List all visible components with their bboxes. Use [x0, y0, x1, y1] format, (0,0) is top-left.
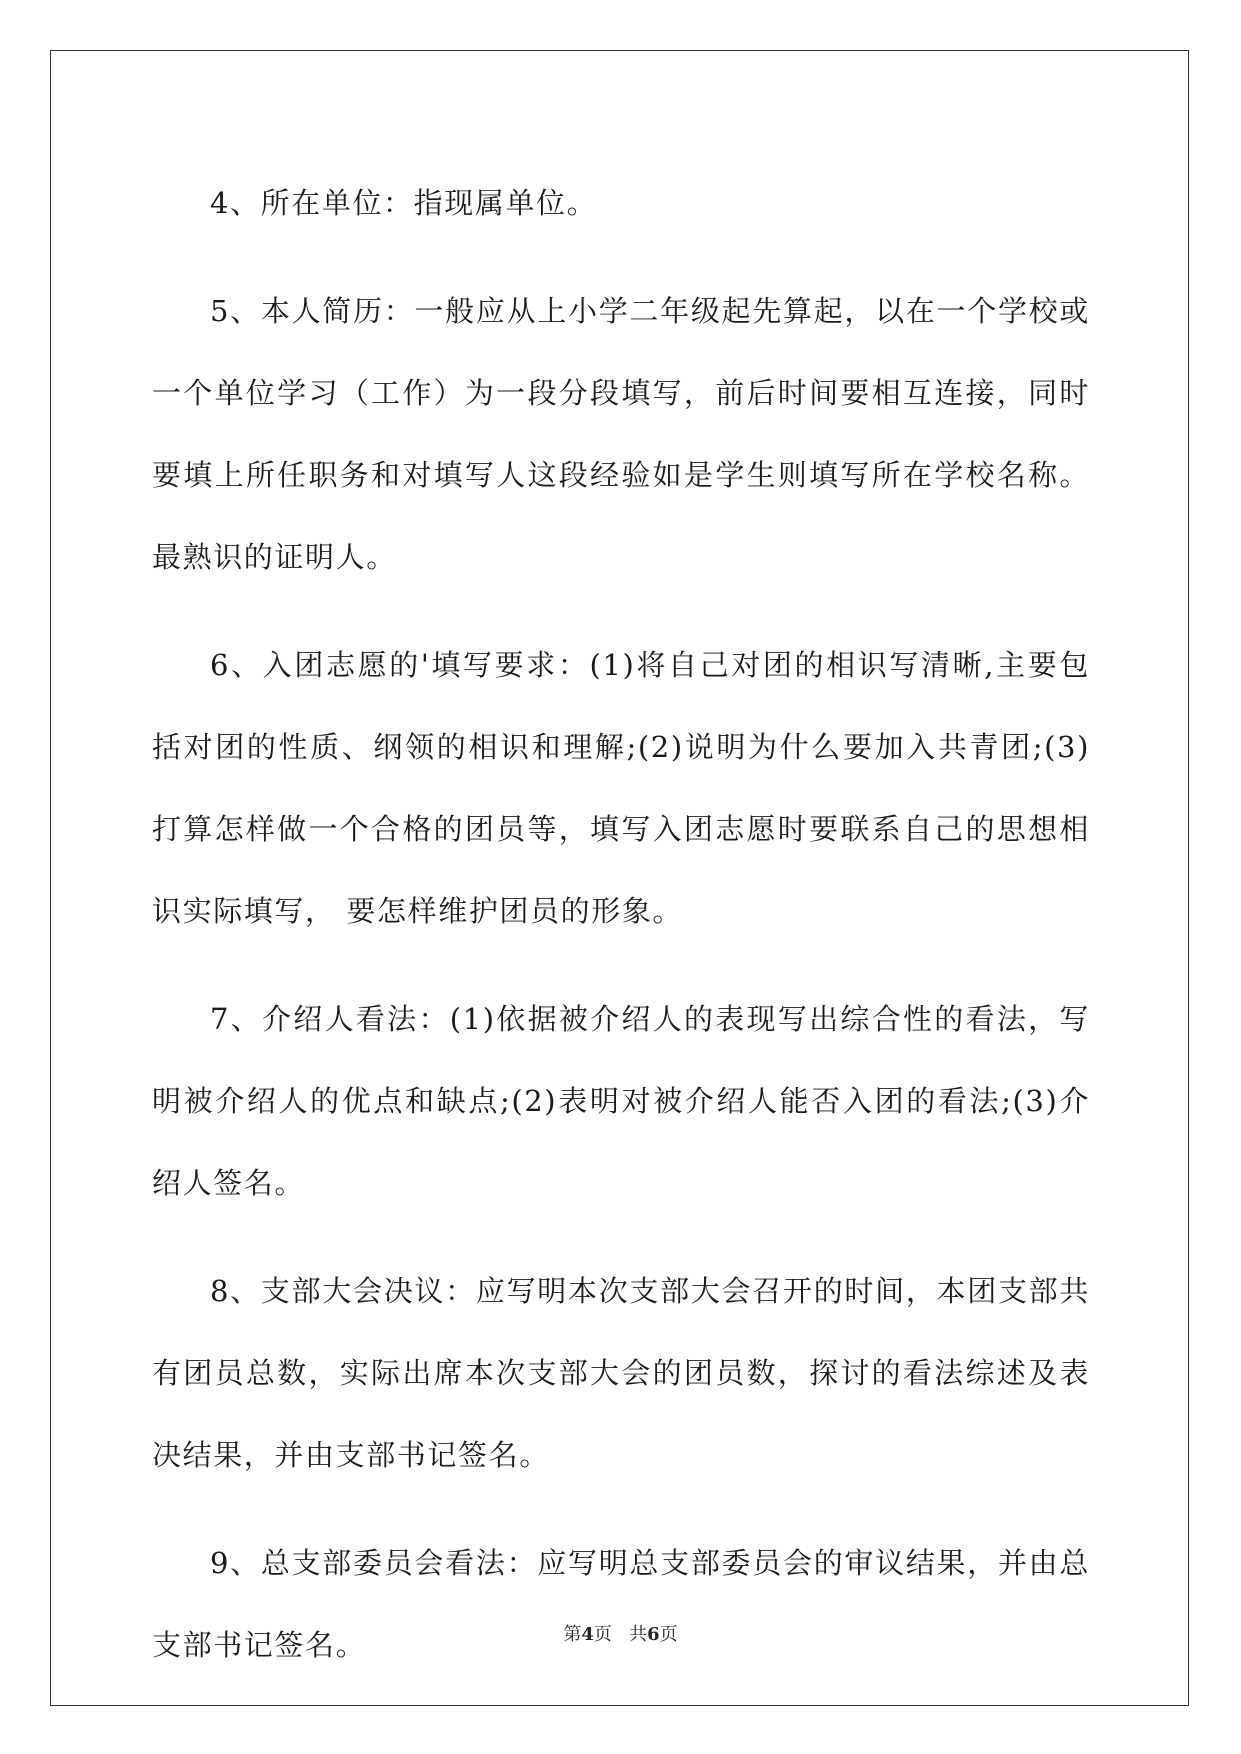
- page-suffix: 页: [593, 1624, 612, 1645]
- page-prefix: 第: [563, 1624, 582, 1645]
- document-body: [152, 162, 1090, 1712]
- paragraph-item-5: 5、本人简历：一般应从上小学二年级起先算起，以在一个学校或一个单位学习（工作）为一段分段填写，前后时间要相互连接，同时要填上所任职务和对填写人这段经验如是学生则填写所在学校名称。最熟识的证明人。: [152, 294, 1090, 574]
- paragraph-item-4: 4、所在单位：指现属单位。: [210, 186, 598, 220]
- page-number: 4: [581, 1624, 594, 1645]
- paragraph-item-8: 8、支部大会决议：应写明本次支部大会召开的时间，本团支部共有团员总数，实际出席本次支部大会的团员数，探讨的看法综述及表决结果，并由支部书记签名。: [152, 1274, 1090, 1472]
- paragraph-item-7: 7、介绍人看法：(1)依据被介绍人的表现写出综合性的看法，写明被介绍人的优点和缺点;(2)表明对被介绍人能否入团的看法;(3)介绍人签名。: [152, 1002, 1090, 1200]
- total-suffix: 页: [659, 1624, 678, 1645]
- total-pages: 6: [647, 1624, 660, 1645]
- total-prefix: 共: [629, 1624, 648, 1645]
- paragraph-item-9: 9、总支部委员会看法：应写明总支部委员会的审议结果，并由总支部书记签名。: [152, 1546, 1090, 1662]
- paragraph-item-6: 6、入团志愿的'填写要求：(1)将自己对团的相识写清晰,主要包括对团的性质、纲领的相识和理解;(2)说明为什么要加入共青团;(3)打算怎样做一个合格的团员等，填写入团志愿时要联系自己的思想相识实际填写， 要怎样维护团员的形象。: [152, 648, 1090, 928]
- page-footer: [0, 1620, 1241, 1646]
